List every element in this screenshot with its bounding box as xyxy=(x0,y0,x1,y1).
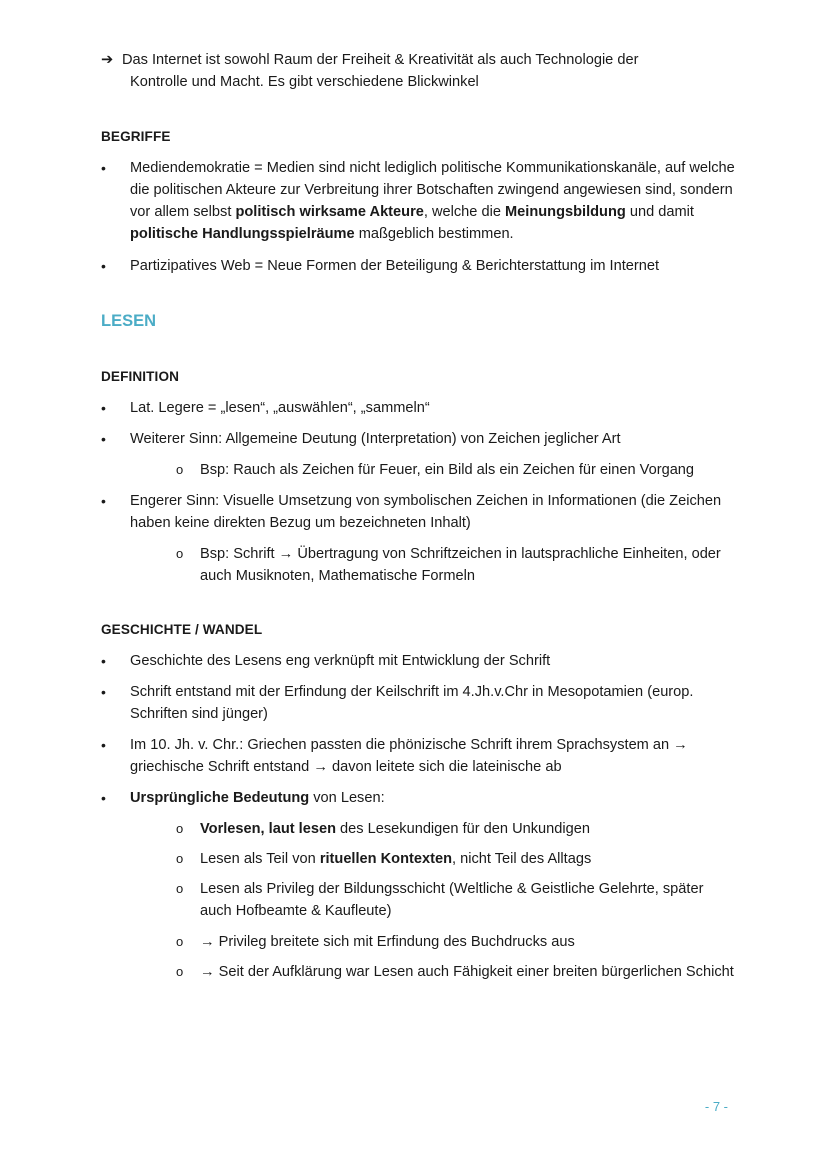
section-title-lesen: LESEN xyxy=(101,312,157,330)
bullet-icon: • xyxy=(101,493,106,509)
list-item-lat-legere xyxy=(101,397,741,419)
bullet-icon: • xyxy=(101,737,106,753)
bullet-icon: • xyxy=(101,160,106,176)
heading-geschichte: GESCHICHTE / WANDEL xyxy=(101,622,263,637)
text-segment: Lesen als Teil von xyxy=(200,851,320,867)
bullet-icon: • xyxy=(101,653,106,669)
text-segment: , welche die xyxy=(423,204,505,220)
list-item-geschichte-lesen xyxy=(101,650,741,672)
sub-item-text: Bsp: Rauch als Zeichen für Feuer, ein Bild als ein Zeichen für einen Vorgang xyxy=(200,462,695,478)
page-number: - 7 - xyxy=(704,1099,728,1114)
sub-item-privileg-bildungsschicht xyxy=(176,878,736,922)
bold-segment: Meinungsbildung xyxy=(505,204,626,220)
bold-segment: rituellen Kontexten xyxy=(319,851,452,867)
text-segment: , nicht Teil des Alltags xyxy=(451,851,592,867)
list-item-griechen xyxy=(101,734,741,778)
sub-item-text: Lesen als Privileg der Bildungsschicht (Weltliche & Geistliche Gelehrte, später auch Hofbeamte & Kaufleute) xyxy=(200,881,704,919)
sub-bullet-icon: o xyxy=(176,821,184,836)
bullet-icon: • xyxy=(101,790,106,806)
list-item-text: Schrift entstand mit der Erfindung der Keilschrift im 4.Jh.v.Chr in Mesopotamien (europ. Schriften sind jünger) xyxy=(130,684,694,722)
sub-item-text: → Privileg breitete sich mit Erfindung des Buchdrucks aus xyxy=(200,934,575,950)
sub-bullet-icon: o xyxy=(176,462,184,477)
sub-item-aufklaerung xyxy=(176,961,736,983)
bold-segment: politisch wirksame Akteure xyxy=(235,204,424,220)
sub-bullet-icon: o xyxy=(176,881,184,896)
sub-bullet-icon: o xyxy=(176,851,184,866)
intro-line-2: Kontrolle und Macht. Es gibt verschiedene Blickwinkel xyxy=(130,74,479,90)
list-item-text: Engerer Sinn: Visuelle Umsetzung von symbolischen Zeichen in Informationen (die Zeichen haben keine direkten Bezug um bezeichneten Inhalt) xyxy=(130,493,722,531)
list-item-urspruengliche-bedeutung xyxy=(101,787,741,809)
arrow-icon: ➔ xyxy=(101,52,114,68)
list-item-weiterer-sinn xyxy=(101,428,741,450)
list-item-text: Partizipatives Web = Neue Formen der Beteiligung & Berichterstattung im Internet xyxy=(130,258,660,274)
bullet-icon: • xyxy=(101,400,106,416)
text-segment: von Lesen: xyxy=(309,790,385,806)
sub-item-schrift xyxy=(176,543,736,587)
bullet-icon: • xyxy=(101,684,106,700)
list-item-text: Lat. Legere = „lesen“, „auswählen“, „sammeln“ xyxy=(130,400,430,416)
list-item-keilschrift xyxy=(101,681,741,725)
text-segment: Mediendemokratie = Medien sind nicht lediglich politische Kommunikationskanäle, auf welche die politischen Akteure zur Verbreitung ihrer Botschaften zwingend angewiesen sind, sondern vor allem selbst xyxy=(130,160,735,220)
sub-item-rauch xyxy=(176,459,736,481)
bold-segment: Vorlesen, laut lesen xyxy=(200,821,336,837)
list-item-partizipatives-web xyxy=(101,255,741,277)
list-item-engerer-sinn xyxy=(101,490,741,534)
text-segment: und damit xyxy=(625,204,694,220)
heading-begriffe: BEGRIFFE xyxy=(101,129,171,144)
list-item-text: Weiterer Sinn: Allgemeine Deutung (Interpretation) von Zeichen jeglicher Art xyxy=(130,431,621,447)
list-item-text: Im 10. Jh. v. Chr.: Griechen passten die phönizische Schrift ihrem Sprachsystem an → griechische Schrift entstand → davon leitete sich die lateinische ab xyxy=(130,737,688,775)
list-item-text: Geschichte des Lesens eng verknüpft mit Entwicklung der Schrift xyxy=(130,653,551,669)
text-segment: des Lesekundigen für den Unkundigen xyxy=(336,821,590,837)
bold-segment: Ursprüngliche Bedeutung xyxy=(130,790,310,806)
bullet-icon: • xyxy=(101,258,106,274)
sub-item-vorlesen xyxy=(176,818,736,840)
sub-bullet-icon: o xyxy=(176,964,184,979)
list-item-mediendemokratie xyxy=(101,157,741,245)
sub-bullet-icon: o xyxy=(176,934,184,949)
sub-item-text: → Seit der Aufklärung war Lesen auch Fähigkeit einer breiten bürgerlichen Schicht xyxy=(200,964,734,980)
bullet-icon: • xyxy=(101,431,106,447)
sub-item-rituelle-kontexte xyxy=(176,848,736,870)
sub-item-text: Bsp: Schrift → Übertragung von Schriftzeichen in lautsprachliche Einheiten, oder auch Musiknoten, Mathematische Formeln xyxy=(200,546,721,584)
sub-item-buchdruck xyxy=(176,931,736,953)
bold-segment: politische Handlungsspielräume xyxy=(130,226,355,242)
heading-definition: DEFINITION xyxy=(101,369,180,384)
text-segment: maßgeblich bestimmen. xyxy=(354,226,514,242)
intro-statement xyxy=(101,49,721,93)
intro-line-1: Das Internet ist sowohl Raum der Freiheit & Kreativität als auch Technologie der xyxy=(122,52,639,68)
sub-bullet-icon: o xyxy=(176,546,184,561)
